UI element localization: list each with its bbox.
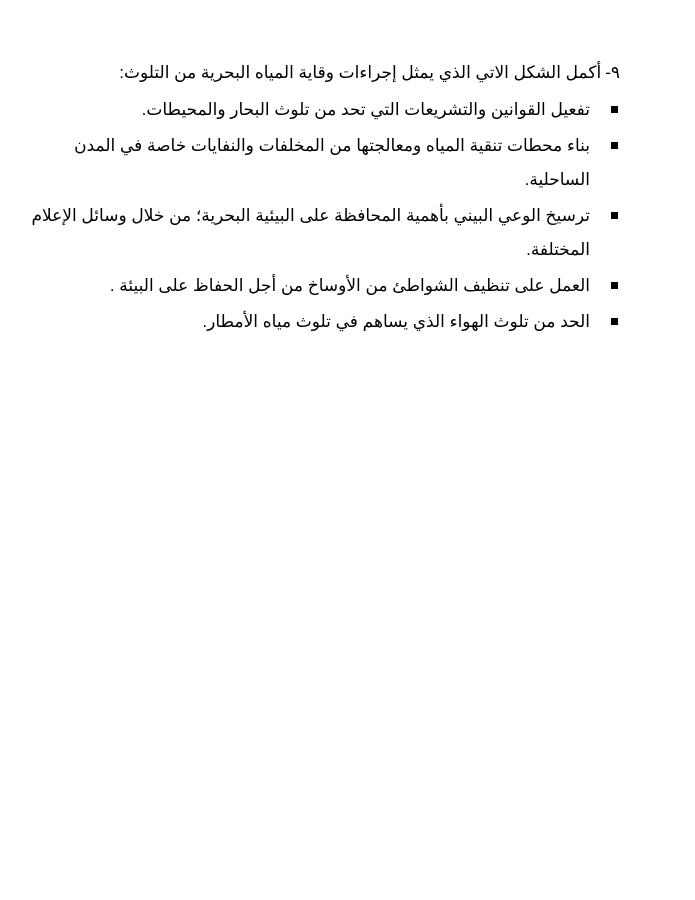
question-number: ٩-	[605, 63, 620, 82]
list-item-text: العمل على تنظيف الشواطئ من الأوساخ من أجل الحفاظ على البيئة .	[109, 276, 590, 295]
list-item	[30, 305, 620, 339]
square-bullet-icon	[611, 282, 618, 289]
square-bullet-icon	[611, 318, 618, 325]
list-item	[30, 269, 620, 303]
square-bullet-icon	[611, 212, 618, 219]
list-item-text: ترسيخ الوعي البيني بأهمية المحافظة على البيئية البحرية؛ من خلال وسائل الإعلام المختلفة.	[31, 206, 590, 259]
square-bullet-icon	[611, 142, 618, 149]
question-heading	[30, 56, 620, 90]
question-block	[30, 56, 620, 341]
list-item	[30, 199, 620, 267]
square-bullet-icon	[611, 106, 618, 113]
list-item	[30, 129, 620, 197]
answer-list	[30, 93, 620, 339]
list-item-text: الحد من تلوث الهواء الذي يساهم في تلوث مياه الأمطار.	[202, 312, 590, 331]
list-item	[30, 93, 620, 127]
list-item-text: تفعيل القوانين والتشريعات التي تحد من تلوث البحار والمحيطات.	[141, 100, 590, 119]
list-item-text: بناء محطات تنقية المياه ومعالجتها من المخلفات والنفايات خاصة في المدن الساحلية.	[74, 136, 590, 189]
question-text: أكمل الشكل الاتي الذي يمثل إجراءات وقاية المياه البحرية من التلوث:	[119, 63, 602, 82]
